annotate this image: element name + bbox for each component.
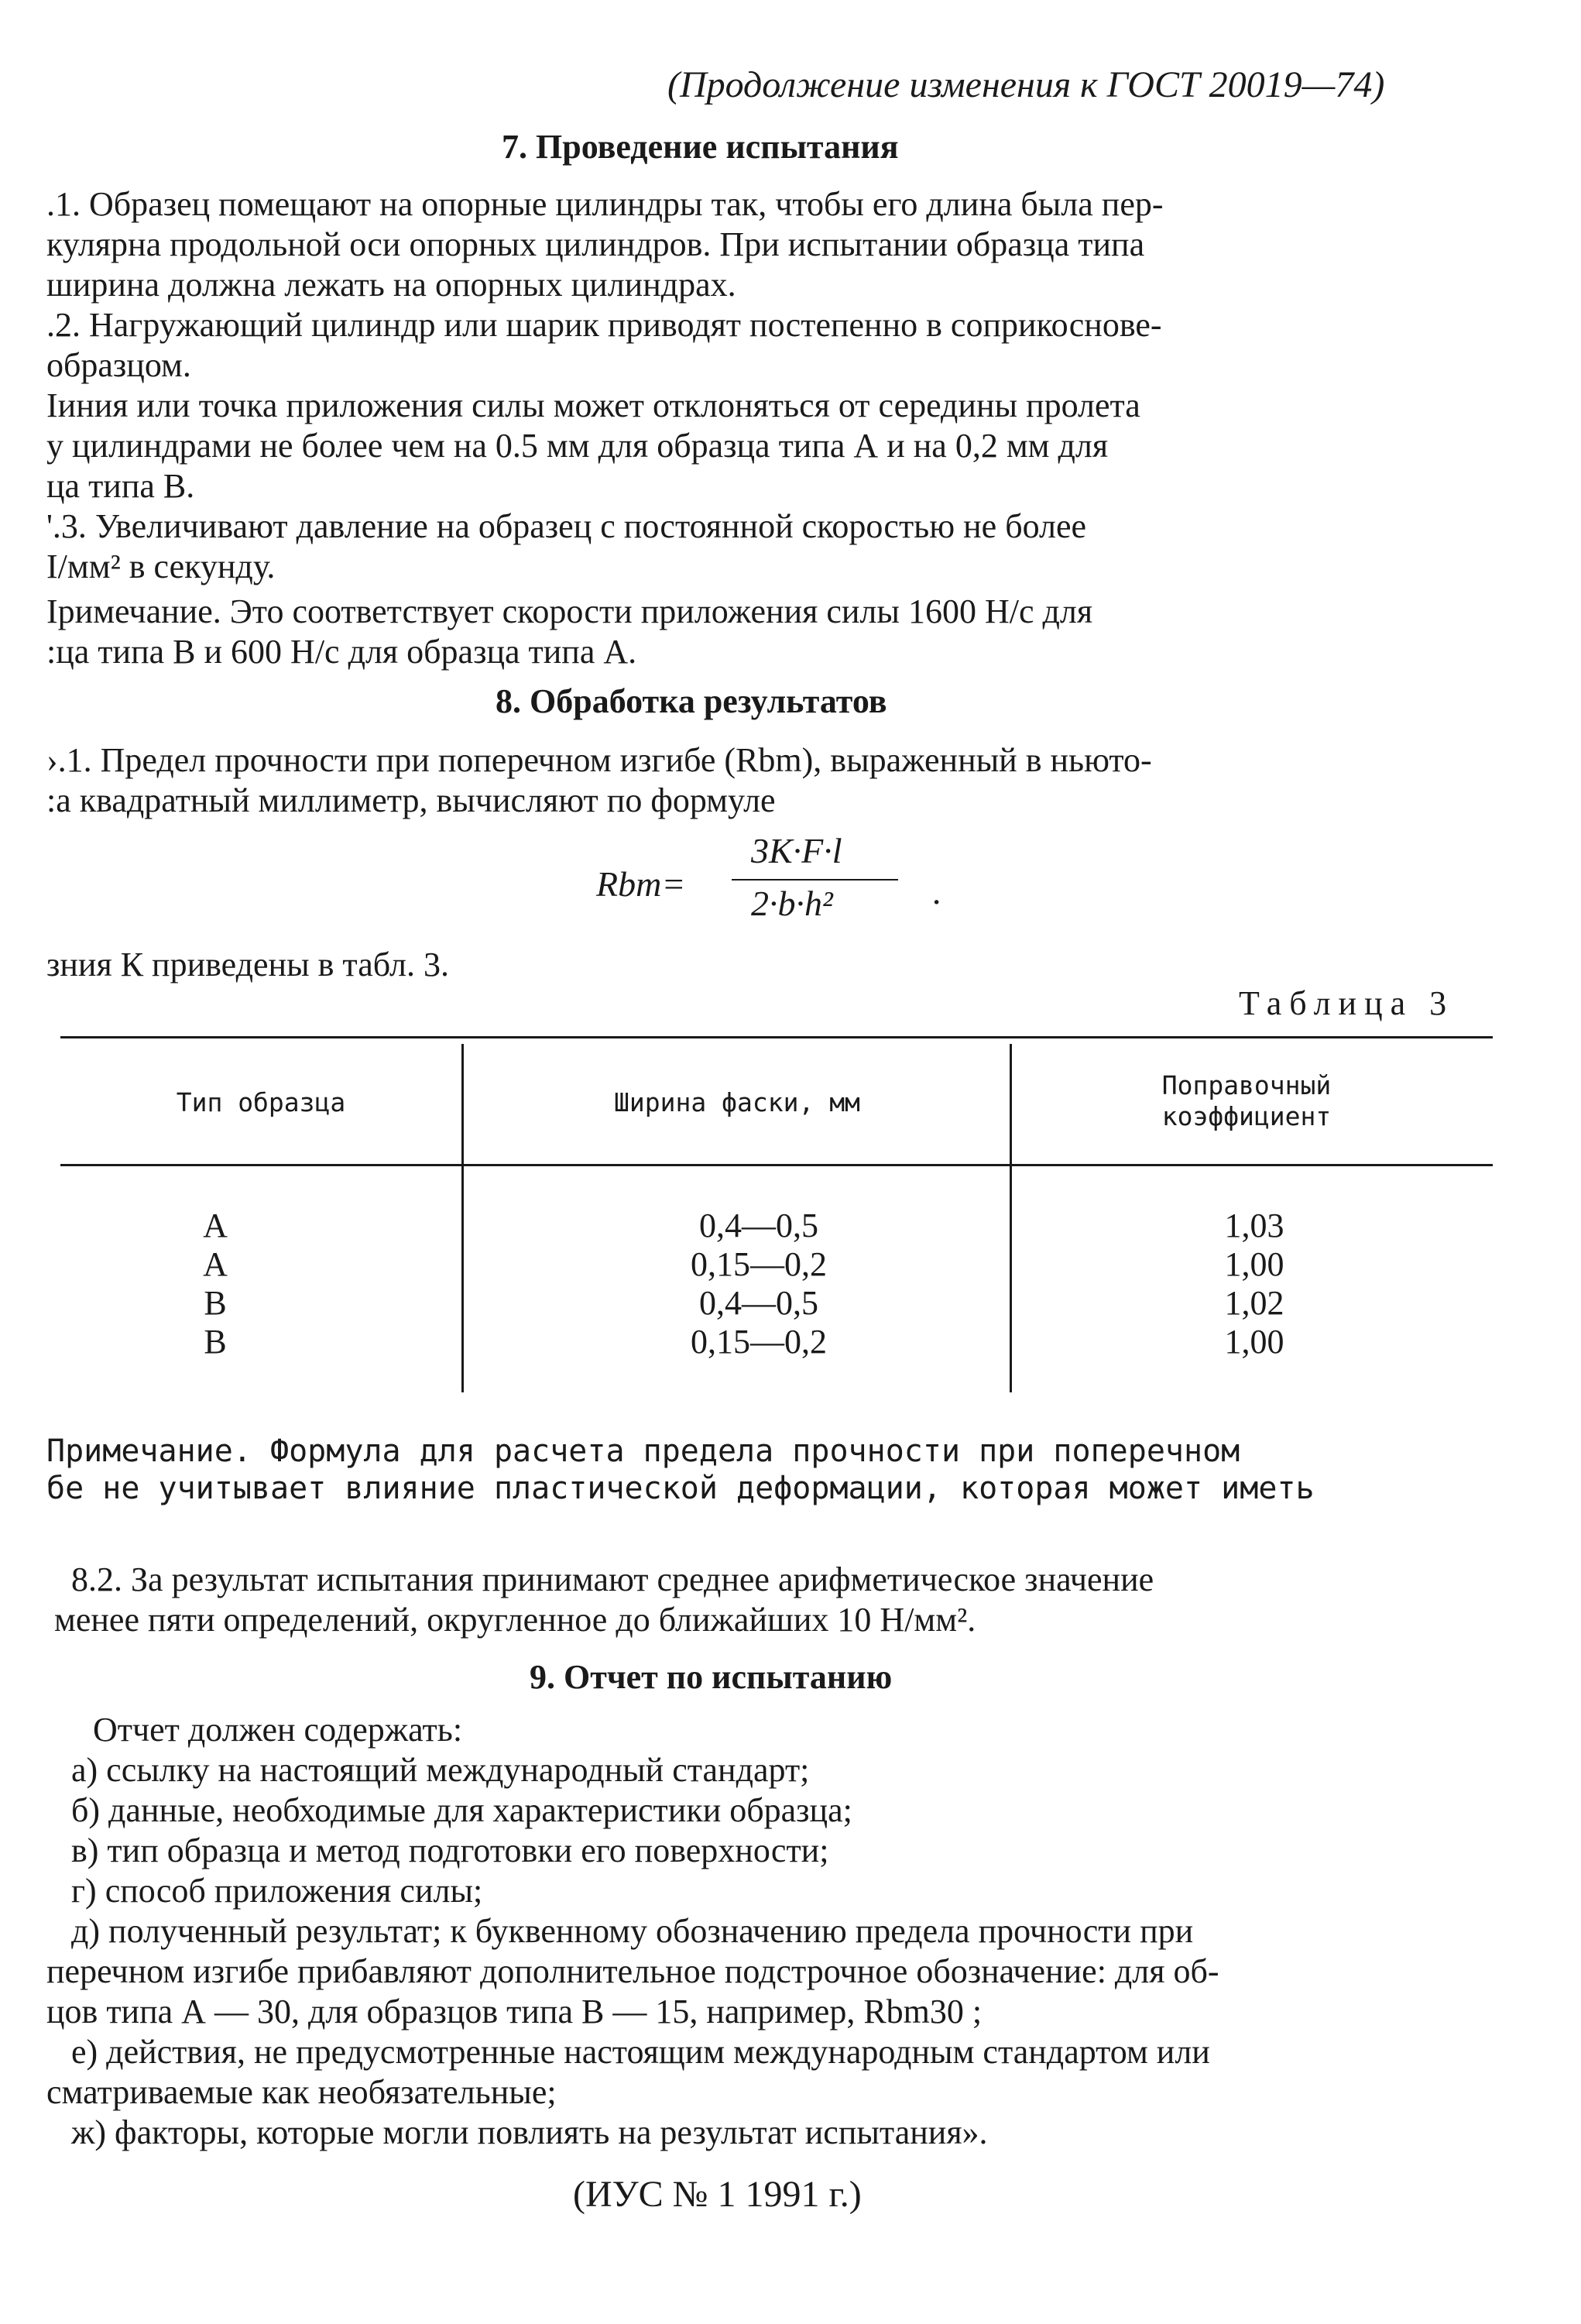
paragraph-line: 8.2. За результат испытания принимают среднее арифметическое значение xyxy=(71,1560,1154,1598)
formula-end: . xyxy=(933,872,942,911)
table-header-cell: Поправочный коэффициент xyxy=(1161,1070,1332,1131)
section-7-title: 7. Проведение испытания xyxy=(502,128,899,166)
table-cell: 0,15—0,2 xyxy=(691,1323,827,1361)
paragraph-line: зния К приведены в табл. 3. xyxy=(46,946,449,983)
continuation-header: (Продолжение изменения к ГОСТ 20019—74) xyxy=(667,64,1385,105)
table-cell: 1,02 xyxy=(1224,1284,1284,1322)
paragraph-line: .1. Образец помещают на опорные цилиндры так, чтобы его длина была пер- xyxy=(46,185,1164,223)
note-line: бе не учитывает влияние пластической деформации, которая может иметь xyxy=(46,1471,1315,1506)
note-line: Примечание. Формула для расчета предела прочности при поперечном xyxy=(46,1433,1240,1469)
section-8-title: 8. Обработка результатов xyxy=(496,682,887,720)
list-item: д) полученный результат; к буквенному обозначению предела прочности при xyxy=(71,1912,1194,1950)
paragraph-line: кулярна продольной оси опорных цилиндров. При испытании образца типа xyxy=(46,225,1145,263)
paragraph-line: Отчет должен содержать: xyxy=(93,1711,463,1749)
table-header-cell: Тип образца xyxy=(176,1087,346,1117)
table-header-rule xyxy=(60,1164,1493,1166)
table-cell: 1,00 xyxy=(1224,1323,1284,1361)
formula-lhs: Rbm= xyxy=(596,864,686,904)
list-item: е) действия, не предусмотренные настоящим международным стандартом или xyxy=(71,2033,1210,2071)
paragraph-line: ›.1. Предел прочности при поперечном изгибе (Rbm), выраженный в ньюто- xyxy=(46,741,1152,779)
table-column-divider xyxy=(461,1044,464,1392)
formula-numerator: 3K·F·l xyxy=(751,831,842,870)
paragraph-line: '.3. Увеличивают давление на образец с постоянной скоростью не более xyxy=(46,507,1087,545)
paragraph-line: менее пяти определений, округленное до ближайших 10 Н/мм². xyxy=(54,1601,976,1639)
table-cell: 0,4—0,5 xyxy=(699,1284,818,1322)
note-line: Iримечание. Это соответствует скорости приложения силы 1600 Н/с для xyxy=(46,592,1093,630)
list-item: в) тип образца и метод подготовки его поверхности; xyxy=(71,1831,829,1869)
table-cell: В xyxy=(204,1323,227,1361)
paragraph-line: I/мм² в секунду. xyxy=(46,548,276,585)
table-cell: А xyxy=(203,1207,228,1244)
paragraph-line: ширина должна лежать на опорных цилиндрах. xyxy=(46,266,736,304)
list-item-continuation: сматриваемые как необязательные; xyxy=(46,2073,557,2111)
fraction-bar xyxy=(732,879,898,881)
table-header-cell: Ширина фаски, мм xyxy=(614,1087,860,1117)
paragraph-line: ца типа В. xyxy=(46,467,195,505)
paragraph-line: у цилиндрами не более чем на 0.5 мм для образца типа А и на 0,2 мм для xyxy=(46,427,1109,465)
table-top-rule xyxy=(60,1036,1493,1038)
paragraph-line: образцом. xyxy=(46,346,191,384)
section-9-title: 9. Отчет по испытанию xyxy=(530,1658,893,1696)
table-cell: 1,00 xyxy=(1224,1245,1284,1283)
table-label: Таблица 3 xyxy=(1239,984,1455,1022)
list-item: а) ссылку на настоящий международный стандарт; xyxy=(71,1751,810,1789)
table-cell: 0,15—0,2 xyxy=(691,1245,827,1283)
paragraph-line: .2. Нагружающий цилиндр или шарик приводят постепенно в соприкоснове- xyxy=(46,306,1162,344)
table-cell: 0,4—0,5 xyxy=(699,1207,818,1244)
list-item-continuation: перечном изгибе прибавляют дополнительное подстрочное обозначение: для об- xyxy=(46,1952,1219,1990)
formula-denominator: 2·b·h² xyxy=(751,884,833,923)
list-item-continuation: цов типа А — 30, для образцов типа В — 15, например, Rbm30 ; xyxy=(46,1993,983,2030)
note-line: :ца типа В и 600 Н/с для образца типа А. xyxy=(46,633,637,671)
source-footer: (ИУС № 1 1991 г.) xyxy=(573,2174,862,2215)
table-cell: А xyxy=(203,1245,228,1283)
paragraph-line: Iиния или точка приложения силы может отклоняться от середины пролета xyxy=(46,386,1140,424)
list-item: г) способ приложения силы; xyxy=(71,1872,483,1910)
list-item: ж) факторы, которые могли повлиять на результат испытания». xyxy=(71,2113,988,2151)
table-cell: 1,03 xyxy=(1224,1207,1284,1244)
list-item: б) данные, необходимые для характеристики образца; xyxy=(71,1791,852,1829)
paragraph-line: :а квадратный миллиметр, вычисляют по формуле xyxy=(46,781,776,819)
table-cell: В xyxy=(204,1284,227,1322)
